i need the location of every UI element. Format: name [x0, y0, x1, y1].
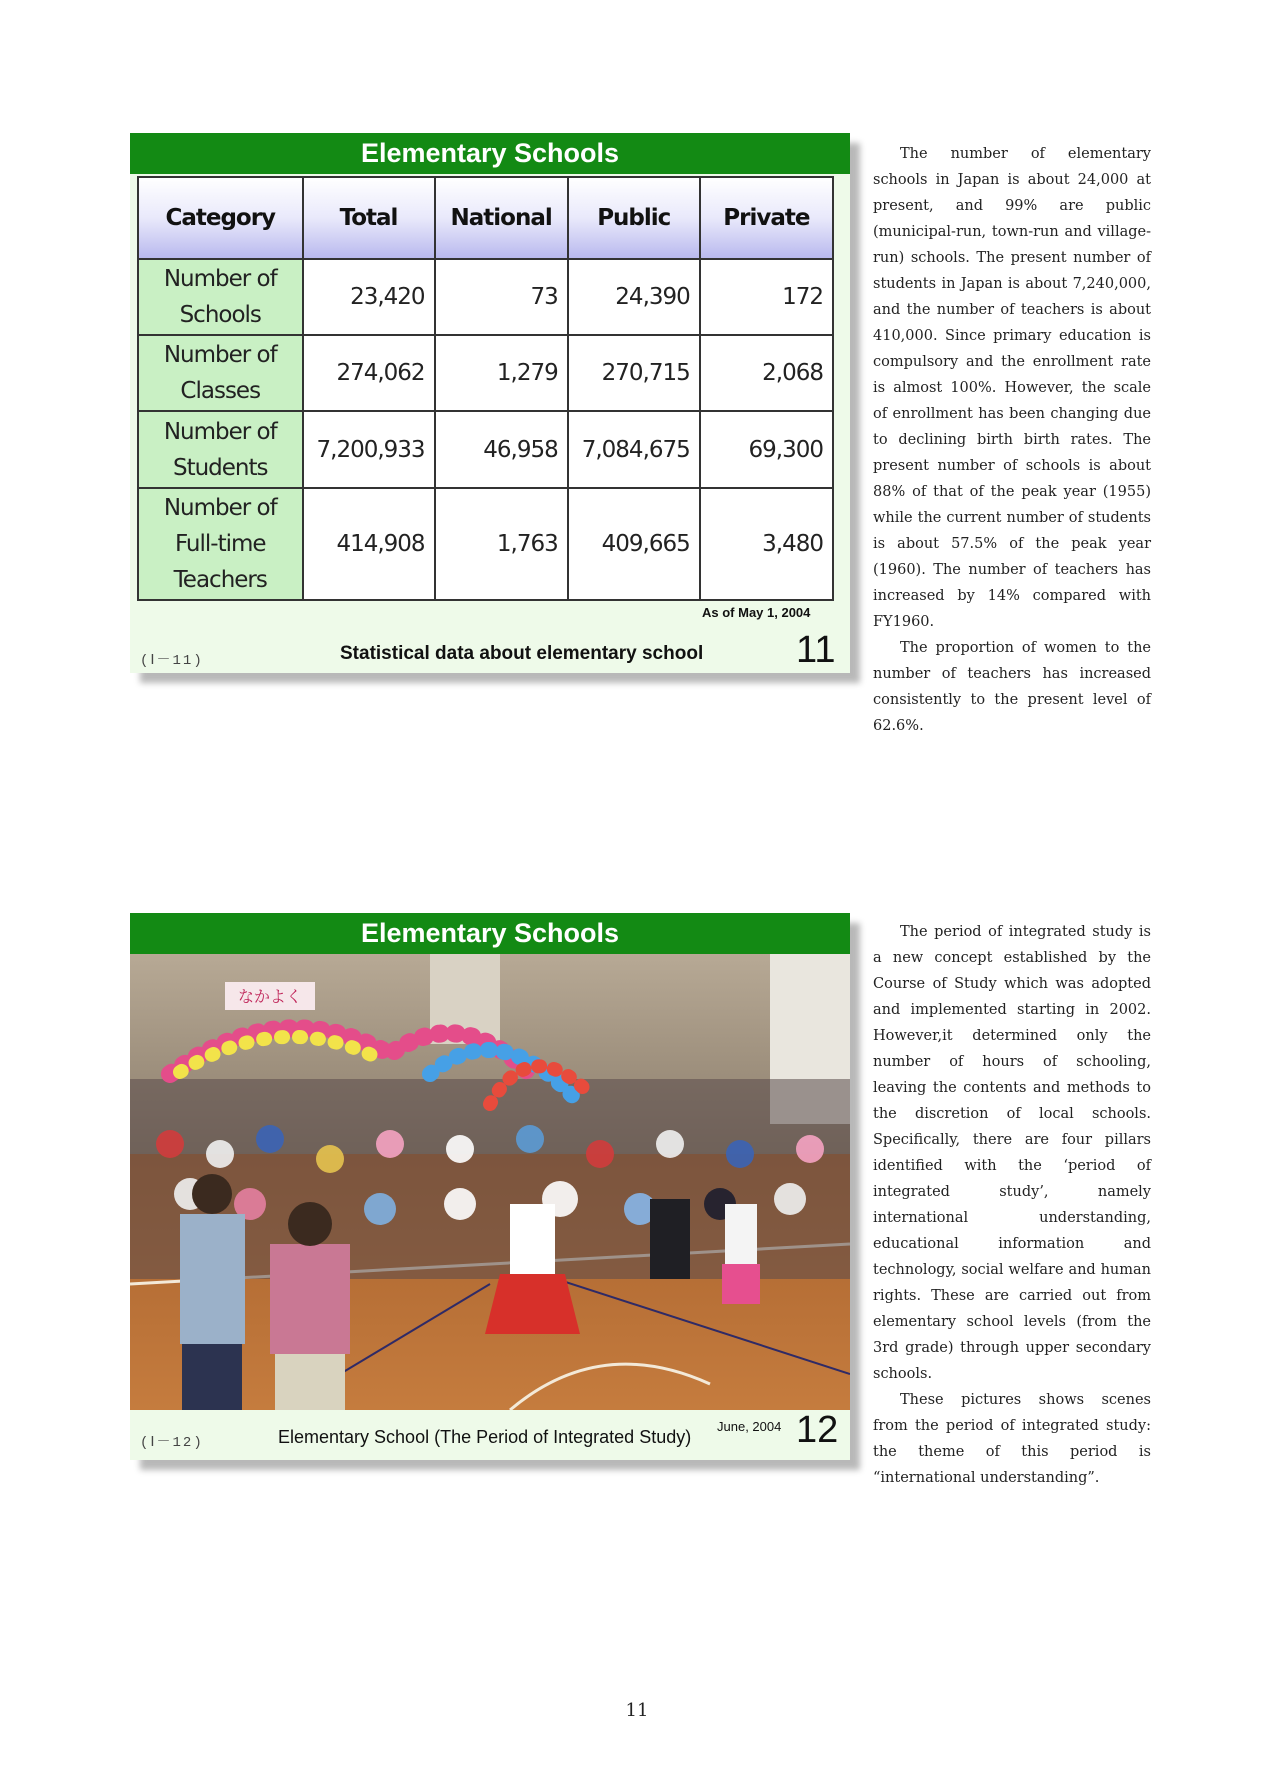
header-public: Public — [568, 177, 700, 259]
slide-title: Elementary Schools — [130, 133, 850, 174]
table-cell: 46,958 — [435, 411, 568, 487]
text-block-integrated-study — [873, 919, 1151, 1491]
table-cell: 274,062 — [303, 335, 435, 411]
row-label: Number of Full-time Teachers — [138, 488, 303, 600]
table-cell: 172 — [700, 259, 833, 335]
header-private: Private — [700, 177, 833, 259]
table-cell: 414,908 — [303, 488, 435, 600]
table-cell: 69,300 — [700, 411, 833, 487]
table-header-row — [138, 177, 833, 259]
table-cell: 7,084,675 — [568, 411, 700, 487]
table-cell: 1,279 — [435, 335, 568, 411]
paragraph: The period of integrated study is a new concept established by the Course of Study which was adopted and implemented starting in 2002. However,it determined only the number of hours of schooling, leaving the contents and methods to the discretion of local schools. Specifically, there are four pillars identified with the ‘period of integrated study’, namely international understanding, educational information and technology, social welfare and human rights. These are carried out from elementary school levels (from the 3rd grade) through upper secondary schools. — [873, 924, 1151, 1382]
table-row — [138, 488, 833, 600]
paragraph: The number of elementary schools in Japan is about 24,000 at present, and 99% are public (municipal-run, town-run and village-run) schools. The present number of students in Japan is about 7,240,000, and the number of teachers is about 410,000. Since primary education is compulsory and the enrollment rate is almost 100%. However, the scale of enrollment has been changing due to declining birth birth rates. The present number of schools is about 88% of that of the peak year (1955) while the current number of students is about 57.5% of the peak year (1960). The number of teachers has increased by 14% compared with FY1960. — [873, 146, 1151, 630]
slide-title: Elementary Schools — [130, 913, 850, 954]
table-cell: 24,390 — [568, 259, 700, 335]
slide-caption: Elementary School (The Period of Integrated Study) — [278, 1427, 692, 1447]
header-total: Total — [303, 177, 435, 259]
table-cell: 23,420 — [303, 259, 435, 335]
page-number: 11 — [625, 1700, 649, 1721]
gymnasium-photo — [130, 954, 850, 1410]
header-national: National — [435, 177, 568, 259]
slide-id: (Ⅰ－11) — [140, 653, 204, 669]
slide-integrated-study — [130, 913, 850, 1460]
slide-statistics — [130, 133, 850, 673]
table-row — [138, 335, 833, 411]
table-cell: 409,665 — [568, 488, 700, 600]
row-label: Number of Students — [138, 411, 303, 487]
photo-illustration — [130, 954, 850, 1410]
header-category: Category — [138, 177, 303, 259]
table-cell: 73 — [435, 259, 568, 335]
table-cell: 270,715 — [568, 335, 700, 411]
text-block-statistics — [873, 141, 1151, 739]
statistics-table — [137, 176, 834, 601]
table-row — [138, 259, 833, 335]
table-row — [138, 411, 833, 487]
table-cell: 1,763 — [435, 488, 568, 600]
table-cell: 3,480 — [700, 488, 833, 600]
slide-id: (Ⅰ－12) — [140, 1435, 204, 1451]
row-label: Number of Classes — [138, 335, 303, 411]
row-label: Number of Schools — [138, 259, 303, 335]
table-cell: 2,068 — [700, 335, 833, 411]
slide-date: June, 2004 — [717, 1419, 782, 1434]
slide-caption: Statistical data about elementary school — [340, 643, 704, 664]
as-of-date: As of May 1, 2004 — [702, 605, 811, 620]
slide-page-number: 12 — [796, 1409, 839, 1451]
paragraph: These pictures shows scenes from the period of integrated study: the theme of this period is “international understanding”. — [873, 1392, 1151, 1486]
table-cell: 7,200,933 — [303, 411, 435, 487]
paragraph: The proportion of women to the number of teachers has increased consistently to the present level of 62.6%. — [873, 640, 1151, 734]
slide-page-number: 11 — [796, 629, 836, 671]
photo-sign-text: なかよく — [237, 987, 303, 1006]
